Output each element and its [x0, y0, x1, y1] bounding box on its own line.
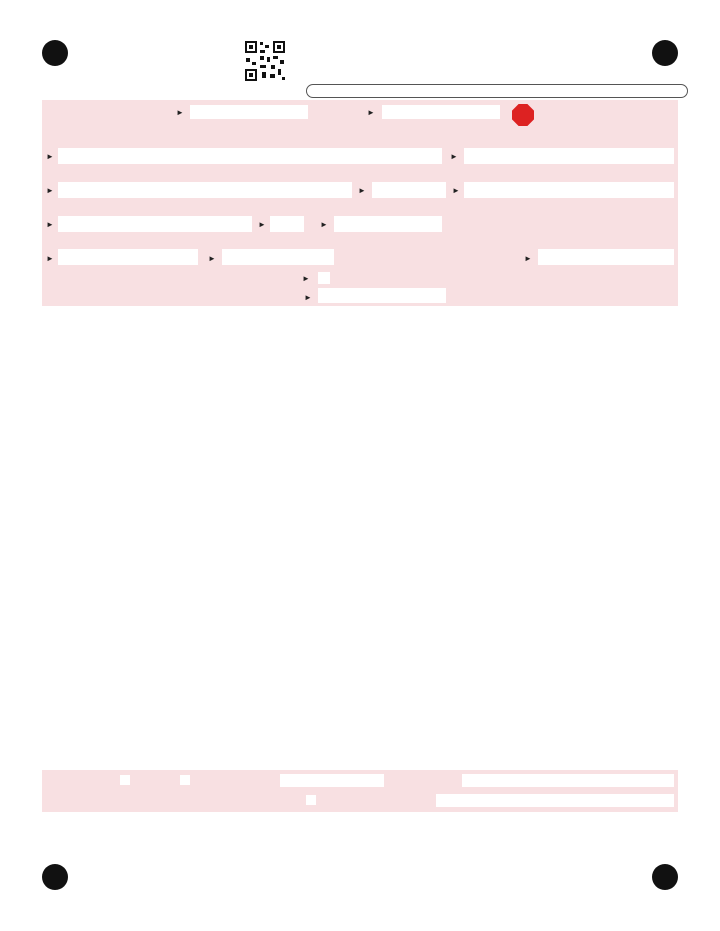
- income-year-begin-field[interactable]: [190, 105, 308, 119]
- registration-mark-top-right: [652, 40, 678, 66]
- arrow-icon: ►: [46, 186, 54, 195]
- arrow-icon: ►: [358, 186, 366, 195]
- taxpayer-info-section: [42, 100, 678, 306]
- street-field[interactable]: [58, 182, 352, 198]
- ct-reg-field[interactable]: [464, 182, 674, 198]
- efile-note: [306, 84, 688, 98]
- arrow-icon: ►: [46, 254, 54, 263]
- arrow-icon: ►: [304, 293, 312, 302]
- account-field[interactable]: [462, 774, 674, 787]
- arrow-icon: ►: [450, 152, 458, 161]
- routing-field[interactable]: [280, 774, 384, 787]
- arrow-icon: ►: [176, 108, 184, 117]
- total-assets-field[interactable]: [58, 249, 198, 265]
- rd-refund-field[interactable]: [318, 288, 446, 303]
- registration-mark-top-left: [42, 40, 68, 66]
- arrow-icon: ►: [302, 274, 310, 283]
- naics-field[interactable]: [222, 249, 334, 265]
- fein-field[interactable]: [464, 148, 674, 164]
- savings-checkbox[interactable]: [180, 775, 190, 785]
- foreign-yes-checkbox[interactable]: [306, 795, 316, 805]
- arrow-icon: ►: [367, 108, 375, 117]
- rd-yes-checkbox[interactable]: [318, 272, 330, 284]
- zip-field[interactable]: [334, 216, 442, 232]
- arrow-icon: ►: [452, 186, 460, 195]
- registration-mark-bottom-right: [652, 864, 678, 890]
- city-field[interactable]: [58, 216, 252, 232]
- checking-checkbox[interactable]: [120, 775, 130, 785]
- arrow-icon: ►: [524, 254, 532, 263]
- arrow-icon: ►: [258, 220, 266, 229]
- po-box-field[interactable]: [372, 182, 446, 198]
- registration-mark-bottom-left: [42, 864, 68, 890]
- fed-amount-field[interactable]: [538, 249, 674, 265]
- arrow-icon: ►: [208, 254, 216, 263]
- qr-code-icon: [244, 40, 286, 82]
- arrow-icon: ►: [46, 220, 54, 229]
- arrow-icon: ►: [320, 220, 328, 229]
- bank-name-field[interactable]: [436, 794, 674, 807]
- income-year-end-field[interactable]: [382, 105, 500, 119]
- state-field[interactable]: [270, 216, 304, 232]
- corp-name-field[interactable]: [58, 148, 442, 164]
- arrow-icon: ►: [46, 152, 54, 161]
